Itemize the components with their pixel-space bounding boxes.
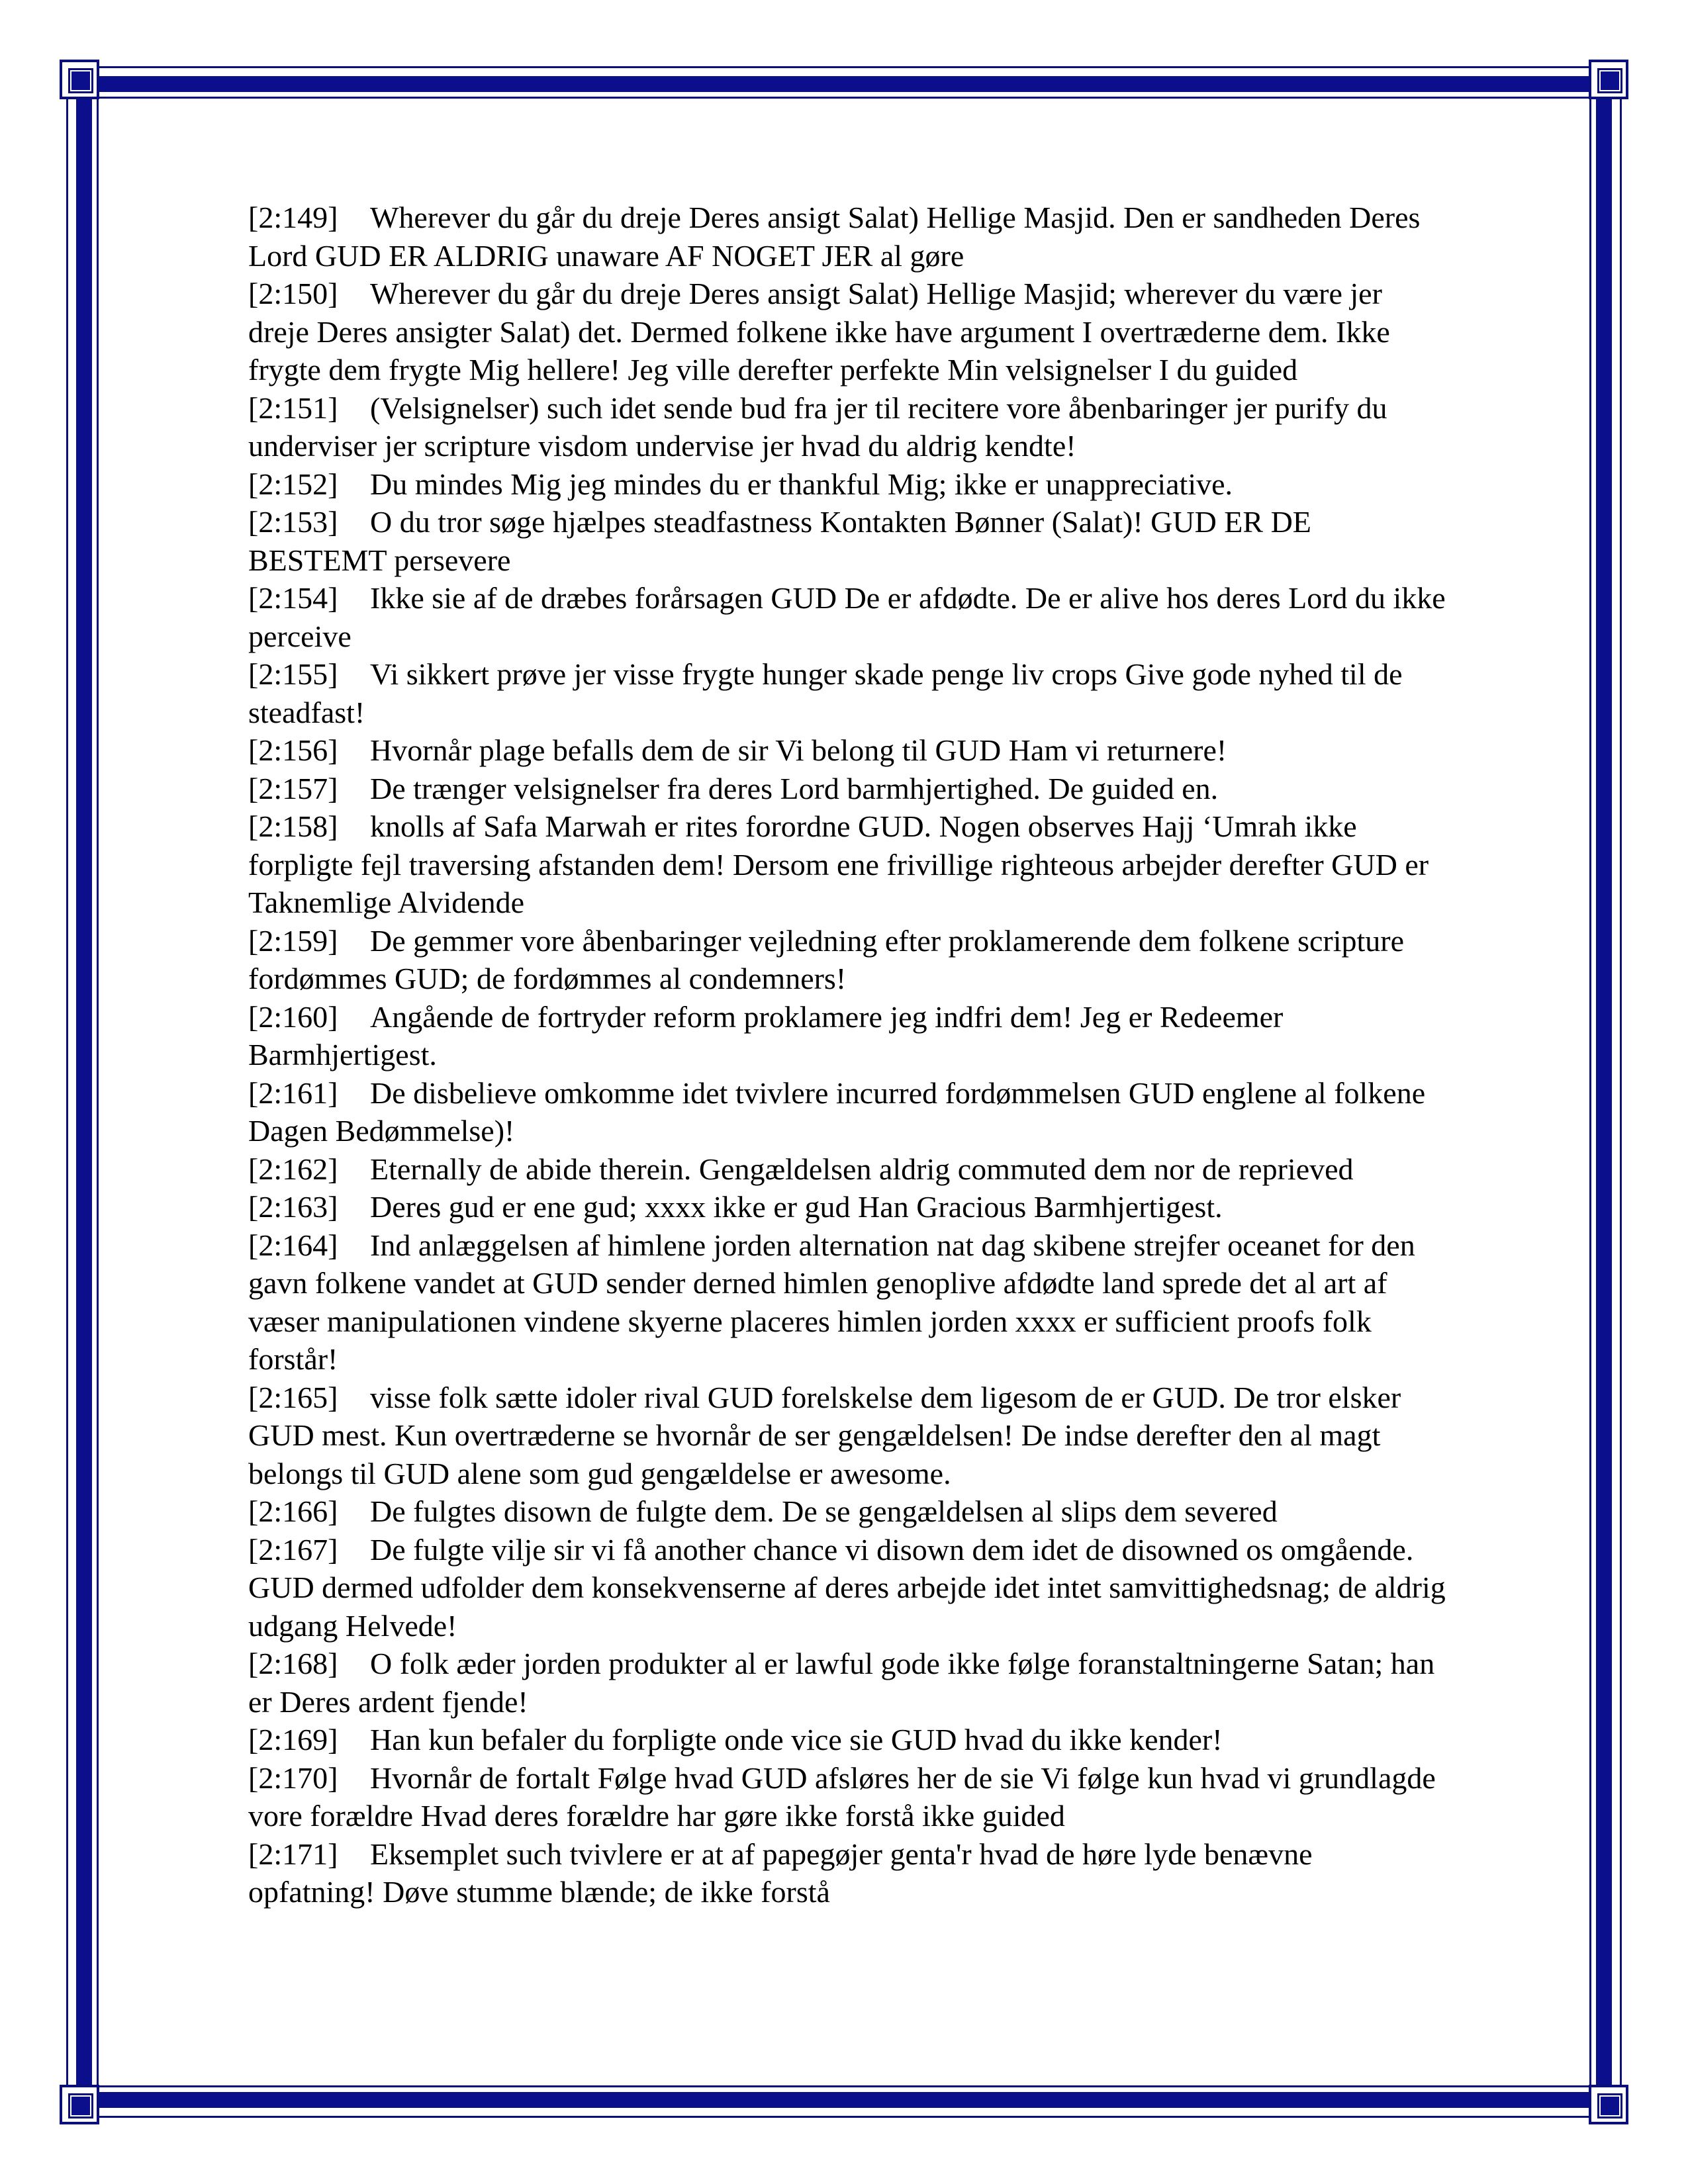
verse [248, 389, 1446, 465]
verse-ref: [2:154] [248, 581, 338, 615]
verse-text: knolls af Safa Marwah er rites forordne GUD. Nogen observes Hajj ‘Umrah ikke forpligte fejl traversing afstanden dem! Dersom ene frivillige righteous arbejder derefter GUD er Taknemlige Alvidende [248, 809, 1429, 919]
verse-ref: [2:165] [248, 1380, 338, 1414]
verse [248, 1759, 1446, 1835]
verse [248, 1645, 1446, 1721]
verse [248, 1492, 1446, 1531]
verse [248, 998, 1446, 1074]
verse [248, 1150, 1446, 1189]
verse-text: De trænger velsignelser fra deres Lord barmhjertighed. De guided en. [370, 771, 1219, 805]
verse-ref: [2:168] [248, 1647, 338, 1680]
verse [248, 1379, 1446, 1493]
verse [248, 579, 1446, 655]
verse-text: De gemmer vore åbenbaringer vejledning efter proklamerende dem folkene scripture fordømmes GUD; de fordømmes al condemners! [248, 923, 1405, 995]
verse-text: Deres gud er ene gud; xxxx ikke er gud Han Gracious Barmhjertigest. [370, 1190, 1223, 1224]
verse-ref: [2:152] [248, 467, 338, 501]
verse-ref: [2:161] [248, 1075, 338, 1110]
verse-ref: [2:166] [248, 1494, 338, 1528]
verse [248, 807, 1446, 922]
verse-text: Du mindes Mig jeg mindes du er thankful Mig; ikke er unappreciative. [370, 467, 1233, 501]
verse-ref: [2:169] [248, 1723, 338, 1756]
verse-text: Han kun befaler du forpligte onde vice sie GUD hvad du ikke kender! [370, 1723, 1223, 1756]
verse-ref: [2:150] [248, 277, 338, 310]
verse-text: Ind anlæggelsen af himlene jorden alternation nat dag skibene strejfer oceanet for den gavn folkene vandet at GUD sender derned himlen genoplive afdødte land sprede det al art af væser manipulationen vindene skyerne placeres himlen jorden xxxx er sufficient proofs folk forstår! [248, 1228, 1415, 1376]
verse-text: De fulgtes disown de fulgte dem. De se gengældelsen al slips dem severed [370, 1494, 1278, 1528]
verse-ref: [2:153] [248, 505, 338, 539]
corner-ornament-top-right [1589, 60, 1628, 99]
verse-text: (Velsignelser) such idet sende bud fra jer til recitere vore åbenbaringer jer purify du underviser jer scripture visdom undervise jer hvad du aldrig kendte! [248, 390, 1387, 463]
verse [248, 1188, 1446, 1226]
verse-ref: [2:163] [248, 1190, 338, 1224]
verse [248, 1531, 1446, 1645]
verse-ref: [2:156] [248, 733, 338, 767]
verse [248, 1835, 1446, 1911]
verse-text: Ikke sie af de dræbes forårsagen GUD De er afdødte. De er alive hos deres Lord du ikke perceive [248, 581, 1446, 653]
corner-ornament-bottom-right [1589, 2085, 1628, 2124]
verse-text: Vi sikkert prøve jer visse frygte hunger skade penge liv crops Give gode nyhed til de steadfast! [248, 657, 1403, 729]
verse-text: O du tror søge hjælpes steadfastness Kontakten Bønner (Salat)! GUD ER DE BESTEMT persevere [248, 505, 1311, 577]
corner-ornament-top-left [60, 60, 99, 99]
verse-ref: [2:170] [248, 1760, 338, 1795]
verse-text: De disbelieve omkomme idet tvivlere incurred fordømmelsen GUD englene al folkene Dagen Bedømmelse)! [248, 1075, 1426, 1148]
verse-text: Eksemplet such tvivlere er at af papegøjer genta'r hvad de høre lyde benævne opfatning! Døve stumme blænde; de ikke forstå [248, 1837, 1313, 1909]
verse [248, 275, 1446, 389]
verse-text: Angående de fortryder reform proklamere jeg indfri dem! Jeg er Redeemer Barmhjertigest. [248, 999, 1284, 1071]
verse [248, 1226, 1446, 1379]
verse [248, 770, 1446, 808]
verse [248, 1074, 1446, 1150]
verse [248, 922, 1446, 998]
verse-text: Hvornår plage befalls dem de sir Vi belong til GUD Ham vi returnere! [370, 733, 1227, 767]
verse [248, 731, 1446, 770]
verse-ref: [2:159] [248, 923, 338, 958]
verse-ref: [2:160] [248, 999, 338, 1034]
verse [248, 465, 1446, 504]
verse-ref: [2:164] [248, 1228, 338, 1262]
verse-list [248, 199, 1446, 1911]
verse-text: De fulgte vilje sir vi få another chance vi disown dem idet de disowned os omgående. GUD dermed udfolder dem konsekvenserne af deres arbejde idet intet samvittighedsnag; de aldrig udgang Helvede! [248, 1532, 1446, 1643]
verse-ref: [2:151] [248, 390, 338, 425]
verse [248, 503, 1446, 579]
verse-ref: [2:162] [248, 1152, 338, 1186]
verse-ref: [2:155] [248, 657, 338, 691]
verse-text: Eternally de abide therein. Gengældelsen aldrig commuted dem nor de reprieved [370, 1152, 1354, 1186]
verse-text: visse folk sætte idoler rival GUD forelskelse dem ligesom de er GUD. De tror elsker GUD mest. Kun overtræderne se hvornår de ser gengældelsen! De indse derefter den al magt belongs til GUD alene som gud gengældelse er awesome. [248, 1380, 1401, 1490]
verse-text: Wherever du går du dreje Deres ansigt Salat) Hellige Masjid; wherever du være jer dreje Deres ansigter Salat) det. Dermed folkene ikke have argument I overtræderne dem. Ikke frygte dem frygte Mig hellere! Jeg ville derefter perfekte Min velsignelser I du guided [248, 277, 1390, 387]
verse-ref: [2:171] [248, 1837, 338, 1871]
verse-text: O folk æder jorden produkter al er lawful gode ikke følge foranstaltningerne Satan; han er Deres ardent fjende! [248, 1647, 1435, 1719]
verse [248, 199, 1446, 275]
verse [248, 1721, 1446, 1759]
verse [248, 655, 1446, 731]
verse-ref: [2:158] [248, 809, 338, 843]
verse-ref: [2:149] [248, 201, 338, 234]
corner-ornament-bottom-left [60, 2085, 99, 2124]
verse-ref: [2:157] [248, 771, 338, 805]
verse-text: Wherever du går du dreje Deres ansigt Salat) Hellige Masjid. Den er sandheden Deres Lord GUD ER ALDRIG unaware AF NOGET JER al gøre [248, 201, 1421, 273]
verse-ref: [2:167] [248, 1532, 338, 1567]
verse-text: Hvornår de fortalt Følge hvad GUD afsløres her de sie Vi følge kun hvad vi grundlagde vore forældre Hvad deres forældre har gøre ikke forstå ikke guided [248, 1760, 1436, 1833]
